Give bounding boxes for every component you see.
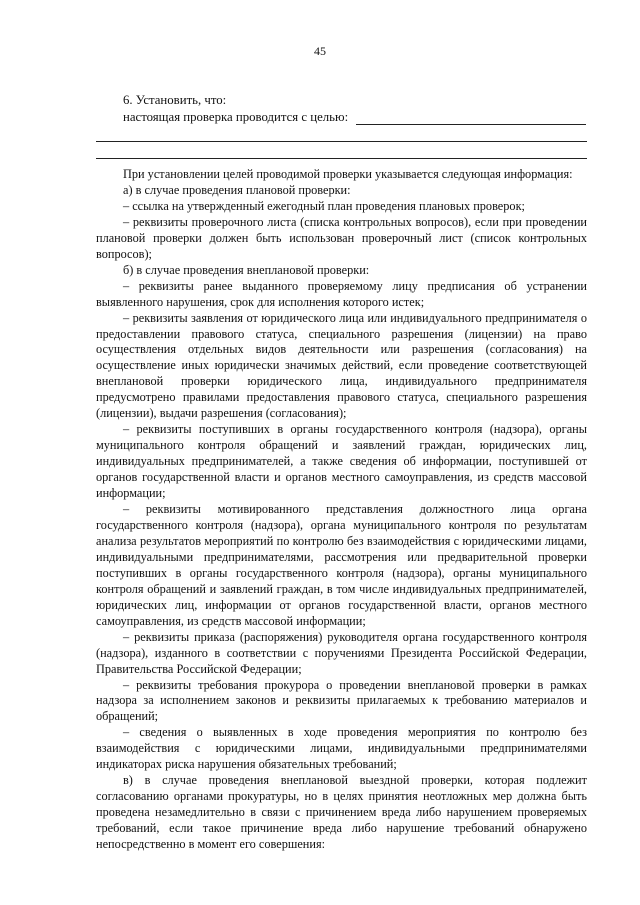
purpose-fill-line-3 [96,158,587,159]
document-body [96,167,587,853]
section-heading: 6. Установить, что: [123,93,227,107]
paragraph-b-order: – реквизиты приказа (распоряжения) руководителя органа государственного контроля (надзора), изданного в соответствии с поручениями Президента Российской Федерации, Правительства Российской Федерации; [96,629,587,676]
purpose-label: настоящая проверка проводится с целью: [123,110,349,124]
paragraph-intro: При установлении целей проводимой проверки указывается следующая информация: [123,167,573,181]
paragraph-a-checklist: – реквизиты проверочного листа (списка контрольных вопросов), если при проведении плановой проверки должен быть использован проверочный лист (список контрольных вопросов); [96,214,587,261]
paragraph-b-heading: б) в случае проведения внеплановой проверки: [123,262,370,277]
paragraph-b-prosecutor: – реквизиты требования прокурора о проведении внеплановой проверки в рамках надзора за исполнением законов и реквизиты прилагаемых к требованию материалов и обращений; [96,677,587,724]
paragraph-b-risk-indicators: – сведения о выявленных в ходе проведения мероприятия по контролю без взаимодействия с юридическими лицами, индивидуальными предпринимателями индикаторах риска нарушения обязательных требований; [96,725,587,772]
paragraph-b-application: – реквизиты заявления от юридического лица или индивидуального предпринимателя о предоставлении правового статуса, специального разрешения (лицензии) на право осуществления отдельных видов деятельности или разрешения (согласования) на осуществление иных юридически значимых действий, если проведение соответствующей внеплановой проверки юридического лица, индивидуального предпринимателя предусмотрено правилами предоставления правового статуса, специального разрешения (лицензии), выдачи разрешения (согласования); [96,310,587,421]
purpose-fill-line-2 [96,141,587,142]
paragraph-a-heading: а) в случае проведения плановой проверки: [123,182,351,197]
paragraph-v-onsite: в) в случае проведения внеплановой выездной проверки, которая подлежит согласованию органами прокуратуры, но в целях принятия неотложных мер должна быть проведена незамедлительно в связи с причинением вреда либо нарушением проверяемых требований, если такое причинение вреда либо нарушение требований обнаружено непосредственно в момент его совершения: [96,773,587,852]
paragraph-b-appeals: – реквизиты поступивших в органы государственного контроля (надзора), органы муниципального контроля обращений и заявлений граждан, юридических лиц, индивидуальных предпринимателей, а также сведения об информации, поступившей от органов государственной власти и органов местного самоуправления, из средств массовой информации; [96,422,587,501]
paragraph-b-prescription: – реквизиты ранее выданного проверяемому лицу предписания об устранении выявленного нарушения, срок для исполнения которого истек; [96,278,587,309]
purpose-fill-line-1 [356,124,586,125]
paragraph-a-plan: – ссылка на утвержденный ежегодный план проведения плановых проверок; [123,198,525,213]
page-number: 45 [314,44,326,58]
paragraph-b-motivated-submission: – реквизиты мотивированного представления должностного лица органа государственного контроля (надзора), органа муниципального контроля по результатам анализа результатов мероприятий по контролю без взаимодействия с юридическими лицами, индивидуальными предпринимателями, рассмотрения или предварительной проверки поступивших в органы государственного контроля (надзора), органы муниципального контроля обращений и заявлений граждан, в том числе индивидуальных предпринимателей, юридических лиц, информации от органов государственной власти, органов местного самоуправления, из средств массовой информации; [96,502,587,628]
